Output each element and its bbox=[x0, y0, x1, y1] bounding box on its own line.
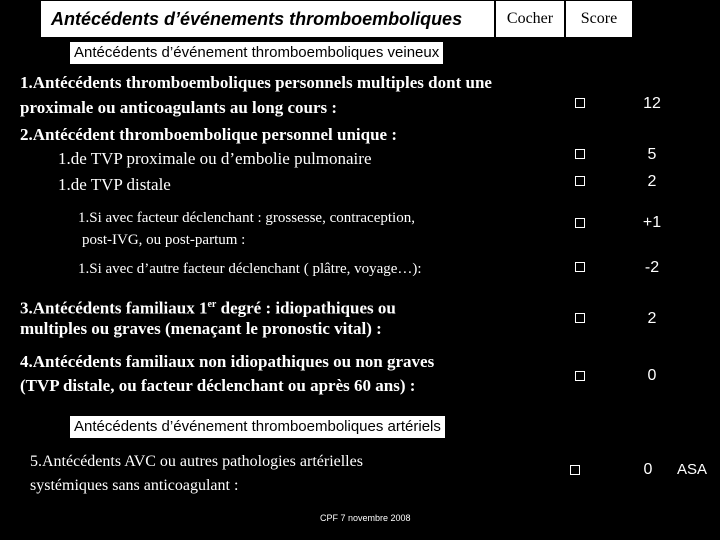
item3-line1-b: degré : idiopathiques ou bbox=[216, 298, 396, 318]
header-cocher-cell bbox=[495, 0, 565, 38]
item3-line1-a: 3.Antécédents familiaux 1 bbox=[20, 298, 208, 318]
item4-line2: (TVP distale, ou facteur déclenchant ou après 60 ans) : bbox=[20, 376, 416, 395]
item2b-text: 1.de TVP distale bbox=[58, 175, 171, 194]
item3-checkbox[interactable] bbox=[575, 313, 585, 323]
item2c-checkbox[interactable] bbox=[575, 218, 585, 228]
item2d-score: -2 bbox=[644, 259, 660, 276]
item2-line1: 2.Antécédent thromboembolique personnel unique : bbox=[20, 125, 398, 144]
item1-score: 12 bbox=[643, 95, 661, 112]
footer-text: CPF 7 novembre 2008 bbox=[320, 513, 411, 523]
item3-line1 bbox=[20, 294, 396, 320]
item2c-line1: 1.Si avec facteur déclenchant : grossesse, contraception, bbox=[78, 210, 415, 226]
header-score-cell bbox=[565, 0, 633, 38]
item1-line2: proximale ou anticoagulants au long cours : bbox=[20, 98, 338, 117]
item2d-checkbox[interactable] bbox=[575, 262, 585, 272]
header-title-cell bbox=[40, 0, 495, 38]
item5-line2: systémiques sans anticoagulant : bbox=[30, 477, 239, 494]
item2b-checkbox[interactable] bbox=[575, 176, 585, 186]
item4-score: 0 bbox=[647, 367, 657, 384]
item1-line1: 1.Antécédents thromboemboliques personnels multiples dont une bbox=[20, 73, 492, 92]
item2a-checkbox[interactable] bbox=[575, 149, 585, 159]
item4-line1: 4.Antécédents familiaux non idiopathiques ou non graves bbox=[20, 352, 435, 371]
item5-score: 0 bbox=[643, 461, 653, 478]
item1-checkbox[interactable] bbox=[575, 98, 585, 108]
item2c-score: +1 bbox=[642, 214, 662, 231]
header-title: Antécédents d’événements thromboemboliques bbox=[51, 8, 463, 29]
header-cocher: Cocher bbox=[506, 10, 554, 27]
item3-line1-sup: er bbox=[207, 299, 217, 310]
item4-checkbox[interactable] bbox=[575, 371, 585, 381]
section-veineux-title: Antécédents d’événement thromboemboliques veineux bbox=[70, 42, 443, 64]
header-score: Score bbox=[580, 10, 618, 27]
item2d-text: 1.Si avec d’autre facteur déclenchant ( plâtre, voyage…): bbox=[78, 261, 422, 277]
item2c-line2: post-IVG, ou post-partum : bbox=[82, 232, 246, 248]
item5-checkbox[interactable] bbox=[570, 465, 580, 475]
item2a-text: 1.de TVP proximale ou d’embolie pulmonaire bbox=[58, 149, 372, 168]
item2b-score: 2 bbox=[647, 173, 657, 190]
section-arteriels-title: Antécédents d’événement thromboemboliques artériels bbox=[70, 416, 445, 438]
item5-note-asa: ASA bbox=[677, 461, 708, 478]
item5-line1: 5.Antécédents AVC ou autres pathologies artérielles bbox=[30, 453, 363, 470]
item3-score: 2 bbox=[647, 310, 657, 327]
item2a-score: 5 bbox=[647, 146, 657, 163]
item3-line2: multiples ou graves (menaçant le pronostic vital) : bbox=[20, 319, 382, 338]
